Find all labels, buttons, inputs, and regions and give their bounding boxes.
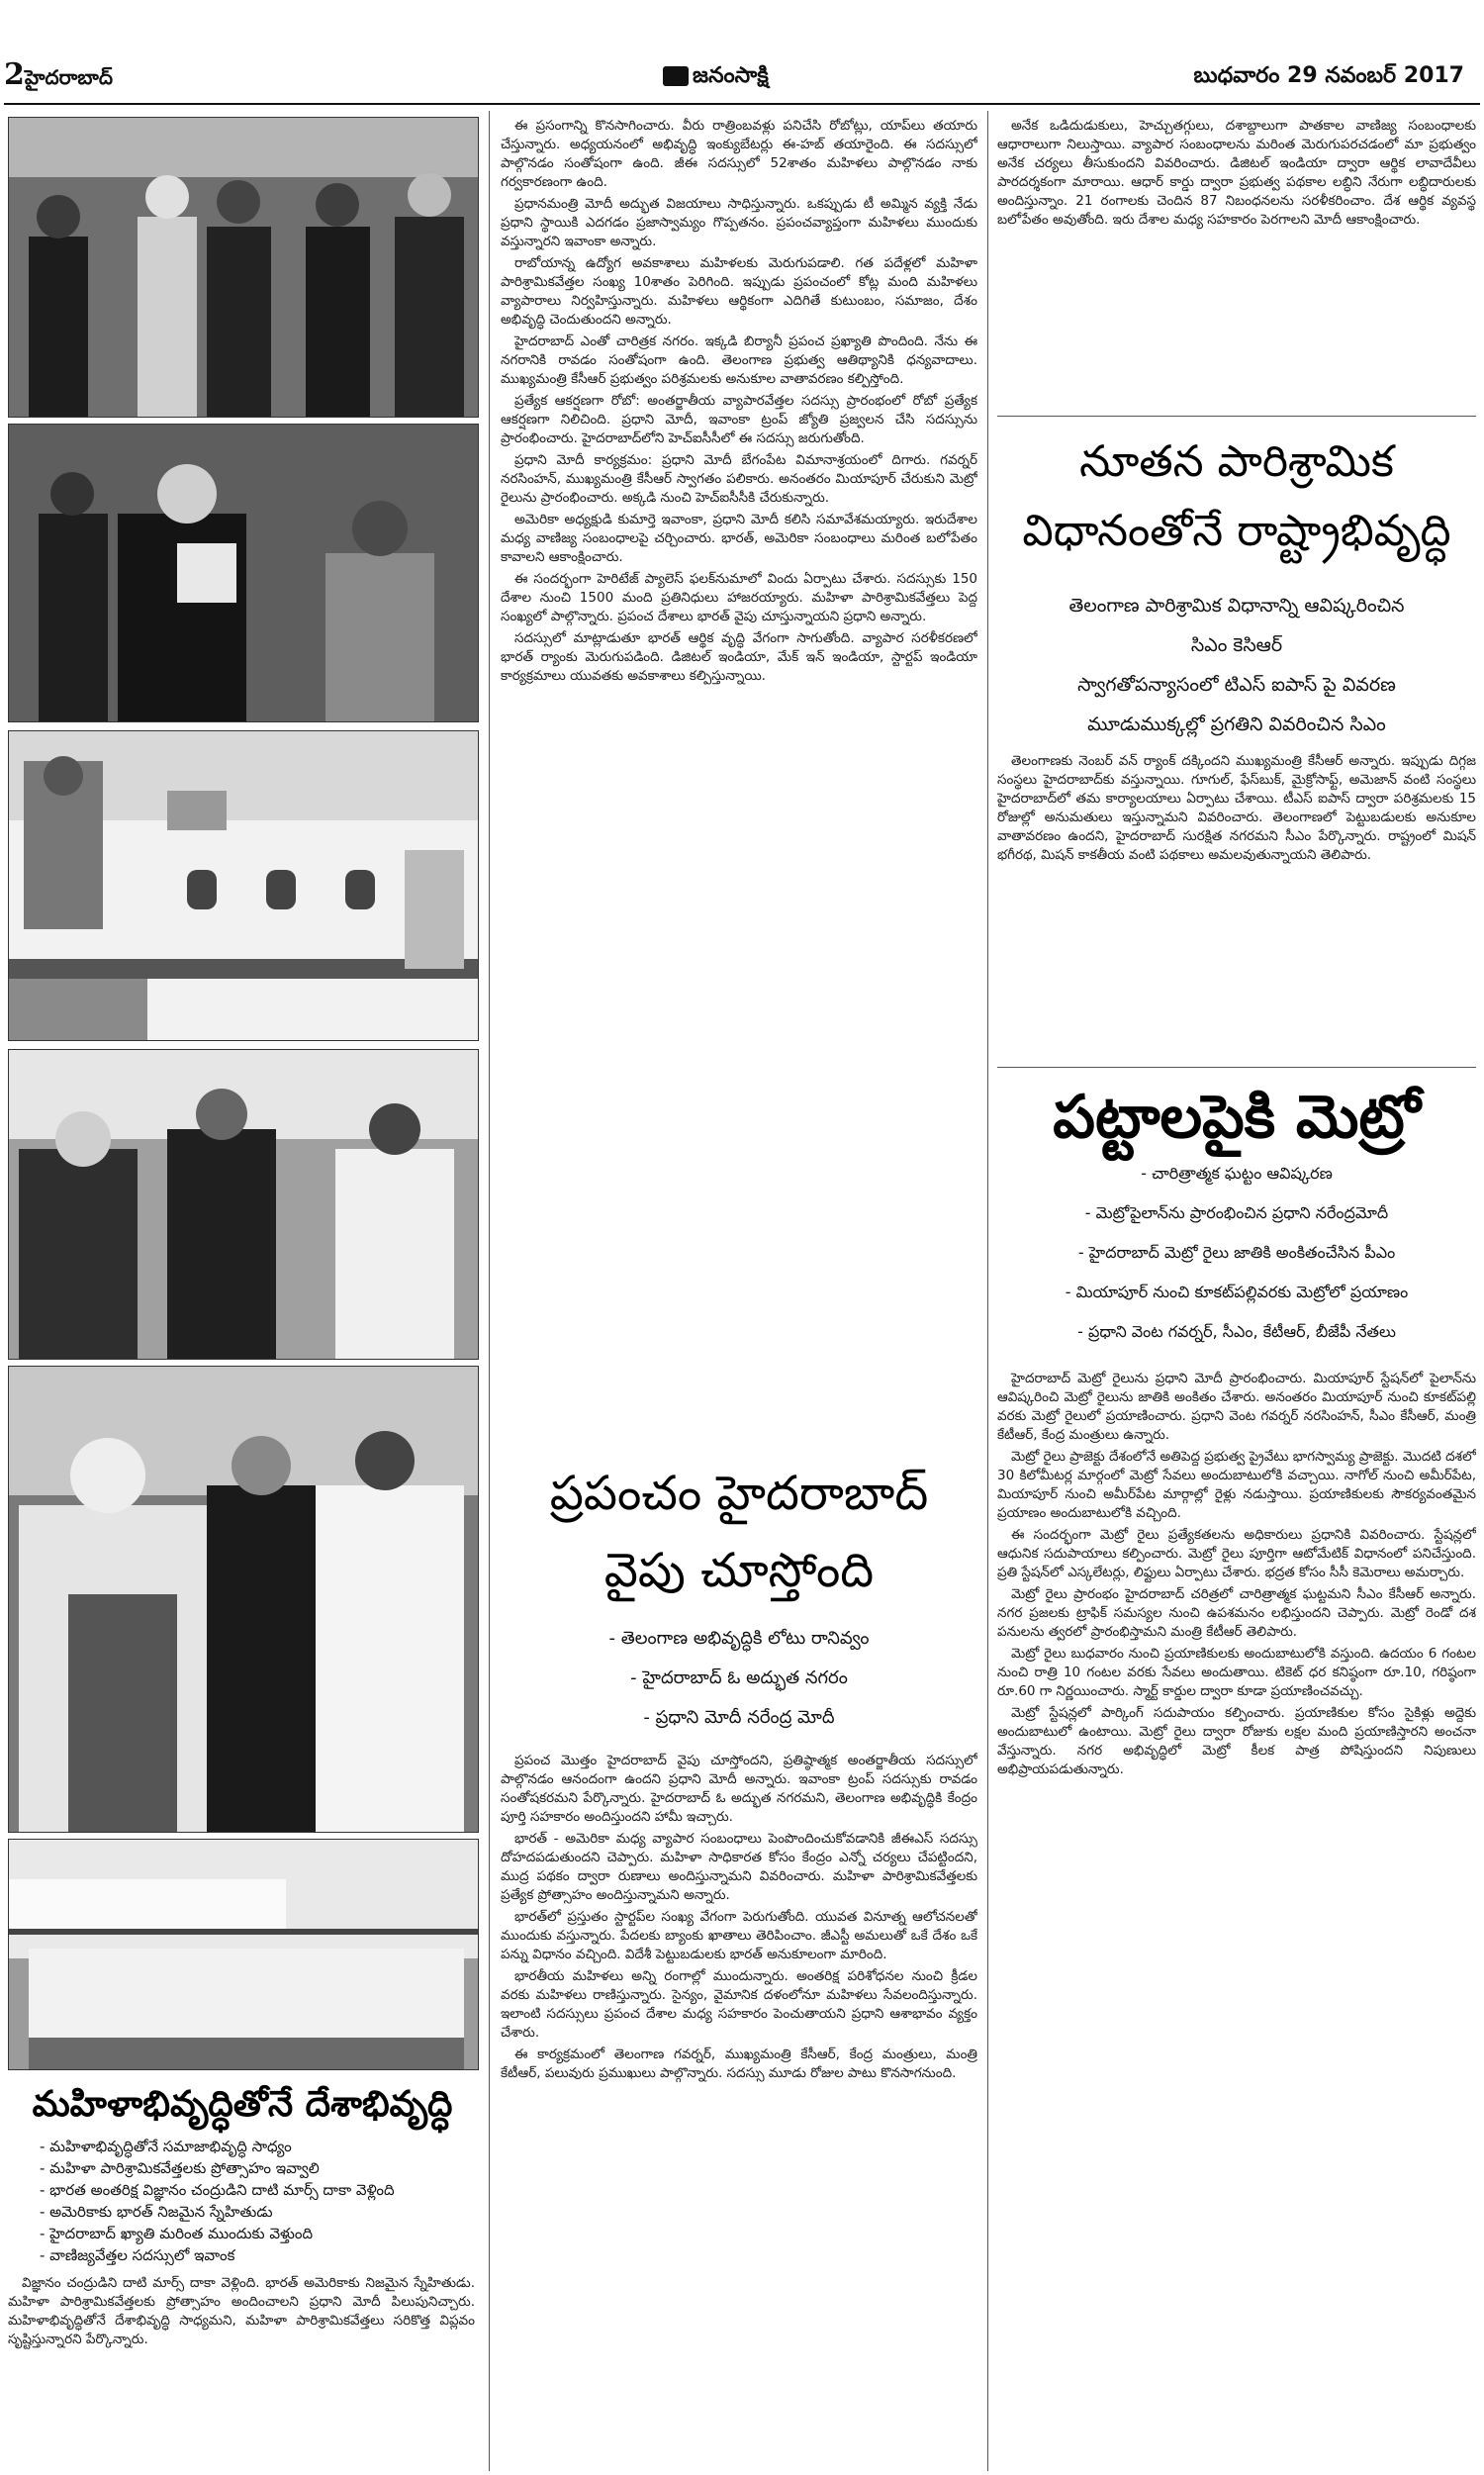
photo-modi-shawl	[8, 1366, 479, 1833]
center-article-body-2: ప్రపంచ మొత్తం హైదరాబాద్ వైపు చూస్తోందని, ప్రతిష్ఠాత్మక అంతర్జాతీయ సదస్సులో పాల్గొనడం ఆనందంగా ఉందని ప్రధాని మోదీ అన్నారు. ఇవాంకా ట్రంప్ సదస్సుకు రావడం సంతోషకరమని పేర్కొన్నారు. హైదరాబాద్ ఓ అద్భుత నగరమని, తెలంగాణ అభివృద్ధికి కేంద్రం పూర్తి సహకారం అందిస్తుందని హామీ ఇచ్చారు. భారత్ - అమెరికా మధ్య వ్యాపార సంబంధాలు పెంపొందించుకోవడానికి జీఈఎస్ సదస్సు దోహదపడుతుందని చెప్పారు. మహిళా సాధికారత కోసం కేంద్రం ఎన్నో చర్యలు చేపట్టిందని, ముద్ర పథకం ద్వారా రుణాలు అందిస్తున్నామని వివరించారు. మహిళా పారిశ్రామికవేత్తలకు ప్రత్యేక ప్రోత్సాహం అందిస్తున్నామని అన్నారు. భారత్‌లో ప్రస్తుతం స్టార్టప్‌ల సంఖ్య వేగంగా పెరుగుతోంది. యువత వినూత్న ఆలోచనలతో ముందుకు వస్తున్నారు. పేదలకు బ్యాంకు ఖాతాలు తెరిపించాం. జీఎస్టీ అమలుతో ఒకే దేశం ఒకే పన్ను విధానం వచ్చింది. విదేశీ పెట్టుబడులకు భారత్ అనుకూలంగా మారింది. భారతీయ మహిళలు అన్ని రంగాల్లో ముందున్నారు. అంతరిక్ష పరిశోధనల నుంచి క్రీడల వరకు మహిళలు రాణిస్తున్నారు. సైన్యం, వైమానిక దళంలోనూ మహిళలు సేవలందిస్తున్నారు. ఇలాంటి సదస్సులు ప్రపంచ దేశాల మధ్య సహకారం పెంచుతాయని ప్రధాని ఆశాభావం వ్యక్తం చేశారు. ఈ కార్యక్రమంలో తెలంగాణ గవర్నర్, ముఖ్యమంత్రి కేసీఆర్, కేంద్ర మంత్రులు, మంత్రి కేటీఆర్, పలువురు ప్రముఖులు పాల్గొన్నారు. సదస్సు మూడు రోజుల పాటు కొనసాగనుంది.	[501, 1753, 977, 2081]
center-bullet: - హైదరాబాద్ ఓ అద్భుత నగరం	[630, 1667, 848, 1688]
industrial-subhead: సిఎం కెసిఆర్	[1190, 634, 1283, 656]
photo-modi-governor	[8, 1049, 479, 1360]
women-bullet: - మహిళా పారిశ్రామికవేత్తలకు ప్రోత్సాహం ఇవ్వాలి	[40, 2159, 320, 2177]
women-bullet: - భారత అంతరిక్ష విజ్ఞానం చంద్రుడిని దాటి మార్స్ దాకా వెళ్లింది	[40, 2181, 395, 2199]
metro-headline: పట్టాలపైకి మెట్రో	[1053, 1083, 1421, 1152]
column-divider	[987, 111, 988, 2471]
industrial-subhead: స్వాగతోపన్యాసంలో టిఎస్ ఐపాస్ పై వివరణ	[1077, 674, 1396, 696]
center-bullets	[501, 1619, 977, 1738]
industrial-subhead: మూడుముక్కల్లో ప్రగతిని వివరించిన సిఎం	[1087, 714, 1386, 735]
women-bullets	[40, 2136, 475, 2266]
center-article-body: ఈ ప్రసంగాన్ని కొనసాగించారు. వీరు రాత్రింబవళ్లు పనిచేసి రోబోట్లు, యాప్‌లు తయారు చేస్తున్నారు. అధ్యయనంలో అభివృద్ధి ఇంక్యుబేటర్లు ఈ-హబ్ తయారైంది. ఈ సదస్సులో పాల్గొనడం సంతోషంగా ఉంది. జీఈ సదస్సులో 52శాతం మహిళలు పాల్గొనడం నాకు గర్వకారణంగా ఉంది. ప్రధానమంత్రి మోదీ అద్భుత విజయాలు సాధిస్తున్నారు. ఒకప్పుడు టీ అమ్మిన వ్యక్తి నేడు ప్రధాని స్థాయికి ఎదగడం ప్రజాస్వామ్యం గొప్పతనం. ప్రపంచవ్యాప్తంగా మహిళలు ముందుకు వస్తున్నారని ఇవాంకా అన్నారు. రాబోయాన్న ఉద్యోగ అవకాశాలు మహిళలకు మెరుగుపడాలి. గత పదేళ్లలో మహిళా పారిశ్రామికవేత్తల సంఖ్య 10శాతం పెరిగింది. ఇప్పుడు ప్రపంచంలో కోట్ల మంది మహిళలు వ్యాపారాలు నిర్వహిస్తున్నారు. మహిళలు ఆర్థికంగా ఎదిగితే కుటుంబం, సమాజం, దేశం అభివృద్ధి చెందుతుందని అన్నారు. హైదరాబాద్ ఎంతో చారిత్రక నగరం. ఇక్కడి బిర్యానీ ప్రపంచ ప్రఖ్యాతి పొందింది. నేను ఈ నగరానికి రావడం సంతోషంగా ఉంది. తెలంగాణ ప్రభుత్వ ఆతిథ్యానికి ధన్యవాదాలు. ముఖ్యమంత్రి కేసీఆర్ ప్రభుత్వం పరిశ్రమలకు అనుకూల వాతావరణం కల్పిస్తోంది. ప్రత్యేక ఆకర్షణగా రోబో: అంతర్జాతీయ వ్యాపారవేత్తల సదస్సు ప్రారంభంలో రోబో ప్రత్యేక ఆకర్షణగా నిలిచింది. ప్రధాని మోదీ, ఇవాంకా ట్రంప్ జ్యోతి ప్రజ్వలన చేసి సదస్సును ప్రారంభించారు. హైదరాబాద్‌లోని హెచ్ఐసీసీలో ఈ సదస్సు జరుగుతోంది. ప్రధాని మోదీ కార్యక్రమం: ప్రధాని మోదీ బేగంపేట విమానాశ్రయంలో దిగారు. గవర్నర్ నరసింహన్, ముఖ్యమంత్రి కేసీఆర్ స్వాగతం పలికారు. అనంతరం మియాపూర్ చేరుకుని మెట్రో రైలును ప్రారంభించారు. అక్కడి నుంచి హెచ్ఐసీసీకి చేరుకున్నారు. అమెరికా అధ్యక్షుడి కుమార్తె ఇవాంకా, ప్రధాని మోదీ కలిసి సమావేశమయ్యారు. ఇరుదేశాల మధ్య వాణిజ్య సంబంధాలపై చర్చించారు. భారత్, అమెరికా సంబంధాలు మరింత బలోపేతం కావాలని ఆకాంక్షించారు. ఈ సందర్భంగా హెరిటేజ్ ప్యాలెస్ ఫలక్‌నుమాలో విందు ఏర్పాటు చేశారు. సదస్సుకు 150 దేశాల నుంచి 1500 మంది ప్రతినిధులు హాజరయ్యారు. మహిళా పారిశ్రామికవేత్తలు పెద్ద సంఖ్యలో పాల్గొన్నారు. ప్రపంచ దేశాలు భారత్ వైపు చూస్తున్నాయని ప్రధాని అన్నారు. సదస్సులో మాట్లాడుతూ భారత్ ఆర్థిక వృద్ధి వేగంగా సాగుతోంది. వ్యాపార సరళీకరణలో భారత్ ర్యాంకు మెరుగుపడింది. డిజిటల్ ఇండియా, మేక్ ఇన్ ఇండియా, స్టార్టప్ ఇండియా కార్యక్రమాలు యువతకు అవకాశాలు కల్పిస్తున్నాయి.	[501, 118, 977, 684]
section-rule	[997, 416, 1476, 417]
industrial-headline: నూతన పారిశ్రామిక విధానంతోనే రాష్ట్రాభివృద్ధి	[1022, 436, 1451, 556]
women-bullet: - మహిళాభివృద్ధితోనే సమాజాభివృద్ధి సాధ్యం	[40, 2138, 292, 2155]
metro-bullet: - మియాపూర్ నుంచి కూకట్‌పల్లివరకు మెట్రోలో ప్రయాణం	[1065, 1283, 1409, 1301]
metro-bullet: - ప్రధాని వెంట గవర్నర్, సీఎం, కేటీఆర్, బీజేపీ నేతలు	[1077, 1322, 1396, 1341]
women-bullet: - వాణిజ్యవేత్తల సదస్సులో ఇవాంక	[40, 2246, 235, 2264]
column-divider	[489, 111, 490, 2471]
women-bullet: - అమెరికాకు భారత్ నిజమైన స్నేహితుడు	[40, 2203, 273, 2221]
photo-airforce-lineup	[8, 1839, 479, 2070]
metro-bullet: - మెట్రోపైలాన్‌ను ప్రారంభించిన ప్రధాని నరేంద్రమోదీ	[1084, 1203, 1389, 1222]
photo-ivanka-welcome	[8, 424, 479, 722]
right-intro-body: అనేక ఒడిదుడుకులు, హెచ్చుతగ్గులు, దశాబ్దాలుగా పాతకాల వాణిజ్య సంబంధాలకు ఆధారాలుగా నిలుస్తాయి. వ్యాపార సంబంధాలను మరింత మెరుగుపరచడంలో మా ప్రభుత్వం అనేక చర్యలు తీసుకుందని వివరించారు. డిజిటల్ ఇండియా ద్వారా ఆర్థిక లావాదేవీలు పారదర్శకంగా మారాయి. ఆధార్ కార్డు ద్వారా ప్రభుత్వ పథకాల లబ్ధిని నేరుగా లబ్ధిదారులకు అందిస్తున్నాం. 21 రంగాలకు చెందిన 87 నిబంధనలను సరళీకరించాం. దేశ ఆర్థిక వ్యవస్థ బలోపేతం అవుతోంది. ఇరు దేశాల మధ్య సహకారం పెరగాలని మోదీ ఆకాంక్షించారు.	[997, 118, 1476, 228]
center-headline: ప్రపంచం హైదరాబాద్ వైపు చూస్తోంది	[549, 1466, 929, 1598]
women-headline: మహిళాభివృద్ధితోనే దేశాభివృద్ధి	[32, 2083, 453, 2125]
dateline: బుధవారం 29 నవంబర్ 2017	[1193, 63, 1464, 88]
newspaper-logo-icon	[663, 66, 689, 86]
industrial-body: తెలంగాణకు నెంబర్ వన్ ర్యాంక్ దక్కిందని ముఖ్యమంత్రి కేసీఆర్ అన్నారు. ఇప్పుడు దిగ్గజ సంస్థలు హైదరాబాద్‌కు వస్తున్నాయి. గూగుల్, ఫేస్‌బుక్, మైక్రోసాఫ్ట్, అమెజాన్ వంటి సంస్థలు హైదరాబాద్‌లో తమ కార్యాలయాలు ఏర్పాటు చేశాయి. టీఎస్ ఐపాస్ ద్వారా పరిశ్రమలకు 15 రోజుల్లో అనుమతులు ఇస్తున్నామని వివరించారు. తెలంగాణలో పెట్టుబడులకు అనుకూల వాతావరణం ఉందని, హైదరాబాద్ సురక్షిత నగరమని సీఎం పేర్కొన్నారు. రాష్ట్రంలో మిషన్ భగీరథ, మిషన్ కాకతీయ వంటి పథకాలు అమలవుతున్నాయని తెలిపారు.	[997, 753, 1476, 863]
women-bullet: - హైదరాబాద్ ఖ్యాతి మరింత ముందుకు వెళ్తుంది	[40, 2225, 314, 2242]
photo-modi-aircraft	[8, 730, 479, 1041]
top-rule	[4, 103, 1480, 105]
center-bullet: - తెలంగాణ అభివృద్ధికి లోటు రానివ్వం	[608, 1628, 870, 1649]
photo-ivanka-arrival	[8, 117, 479, 418]
metro-bullet: - చారిత్రాత్మక ఘట్టం ఆవిష్కరణ	[1141, 1164, 1333, 1183]
center-bullet: - ప్రధాని మోదీ నరేంద్ర మోదీ	[643, 1707, 835, 1728]
metro-body: హైదరాబాద్ మెట్రో రైలును ప్రధాని మోదీ ప్రారంభించారు. మియాపూర్ స్టేషన్‌లో పైలాన్‌ను ఆవిష్కరించి మెట్రో రైలును జాతికి అంకితం చేశారు. అనంతరం మియాపూర్ నుంచి కూకట్‌పల్లి వరకు మెట్రో రైలులో ప్రయాణించారు. ప్రధాని వెంట గవర్నర్ నరసింహన్, సీఎం కేసీఆర్, మంత్రి కేటీఆర్, కేంద్ర మంత్రులు ఉన్నారు. మెట్రో రైలు ప్రాజెక్టు దేశంలోనే అతిపెద్ద ప్రభుత్వ ప్రైవేటు భాగస్వామ్య ప్రాజెక్టు. మొదటి దశలో 30 కిలోమీటర్ల మార్గంలో మెట్రో సేవలు అందుబాటులోకి వచ్చాయి. నాగోల్ నుంచి అమీర్‌పేట, మియాపూర్ నుంచి అమీర్‌పేట మార్గాల్లో రైళ్లు నడుస్తాయి. ప్రయాణికులకు సౌకర్యవంతమైన ప్రయాణం అందుబాటులోకి వచ్చింది. ఈ సందర్భంగా మెట్రో రైలు ప్రత్యేకతలను అధికారులు ప్రధానికి వివరించారు. స్టేషన్లలో ఆధునిక సదుపాయాలు కల్పించారు. మెట్రో రైలు పూర్తిగా ఆటోమేటిక్ విధానంలో పనిచేస్తుంది. ప్రతి స్టేషన్‌లో ఎస్కలేటర్లు, లిఫ్టులు ఏర్పాటు చేశారు. భద్రత కోసం సీసీ కెమెరాలు అమర్చారు. మెట్రో రైలు ప్రారంభం హైదరాబాద్ చరిత్రలో చారిత్రాత్మక ఘట్టమని సీఎం కేసీఆర్ అన్నారు. నగర ప్రజలకు ట్రాఫిక్ సమస్యల నుంచి ఉపశమనం లభిస్తుందని చెప్పారు. మెట్రో రెండో దశ పనులను త్వరలో ప్రారంభిస్తామని మంత్రి కేటీఆర్ తెలిపారు. మెట్రో రైలు బుధవారం నుంచి ప్రయాణికులకు అందుబాటులోకి వస్తుంది. ఉదయం 6 గంటల నుంచి రాత్రి 10 గంటల వరకు సేవలు అందుతాయి. టికెట్ ధర కనిష్ఠంగా రూ.10, గరిష్ఠంగా రూ.60 గా నిర్ణయించారు. స్మార్ట్ కార్డుల ద్వారా కూడా ప్రయాణించవచ్చు. మెట్రో స్టేషన్లలో పార్కింగ్ సదుపాయం కల్పించారు. ప్రయాణికుల కోసం సైకిళ్లు అద్దెకు అందుబాటులో ఉంటాయి. మెట్రో రైలు ద్వారా రోజుకు లక్షల మంది ప్రయాణిస్తారని అంచనా వేస్తున్నారు. నగర అభివృద్ధిలో మెట్రో కీలక పాత్ర పోషిస్తుందని నిపుణులు అభిప్రాయపడుతున్నారు.	[997, 1371, 1476, 1777]
page-city: హైదరాబాద్	[24, 65, 113, 89]
industrial-subhead: తెలంగాణ పారిశ్రామిక విధానాన్ని ఆవిష్కరించిన	[1068, 595, 1405, 617]
women-body: విజ్ఞానం చంద్రుడిని దాటి మార్స్ దాకా వెళ్లింది. భారత్ అమెరికాకు నిజమైన స్నేహితుడు. మహిళా పారిశ్రామికవేత్తలకు ప్రోత్సాహం అందించాలని ప్రధాని మోదీ పిలుపునిచ్చారు. మహిళాభివృద్ధితోనే దేశాభివృద్ధి సాధ్యమని, మహిళా పారిశ్రామికవేత్తలు సరికొత్త విప్లవం సృష్టిస్తున్నారని పేర్కొన్నారు.	[8, 2275, 475, 2347]
industrial-subheads	[997, 586, 1476, 744]
page-number: 2హైదరాబాద్	[4, 57, 113, 92]
masthead: జనంసాక్షి	[663, 63, 769, 93]
section-rule	[997, 1067, 1476, 1068]
metro-bullet: - హైదరాబాద్ మెట్రో రైలు జాతికి అంకితంచేసిన పీఎం	[1077, 1243, 1396, 1262]
metro-bullets	[997, 1154, 1476, 1352]
